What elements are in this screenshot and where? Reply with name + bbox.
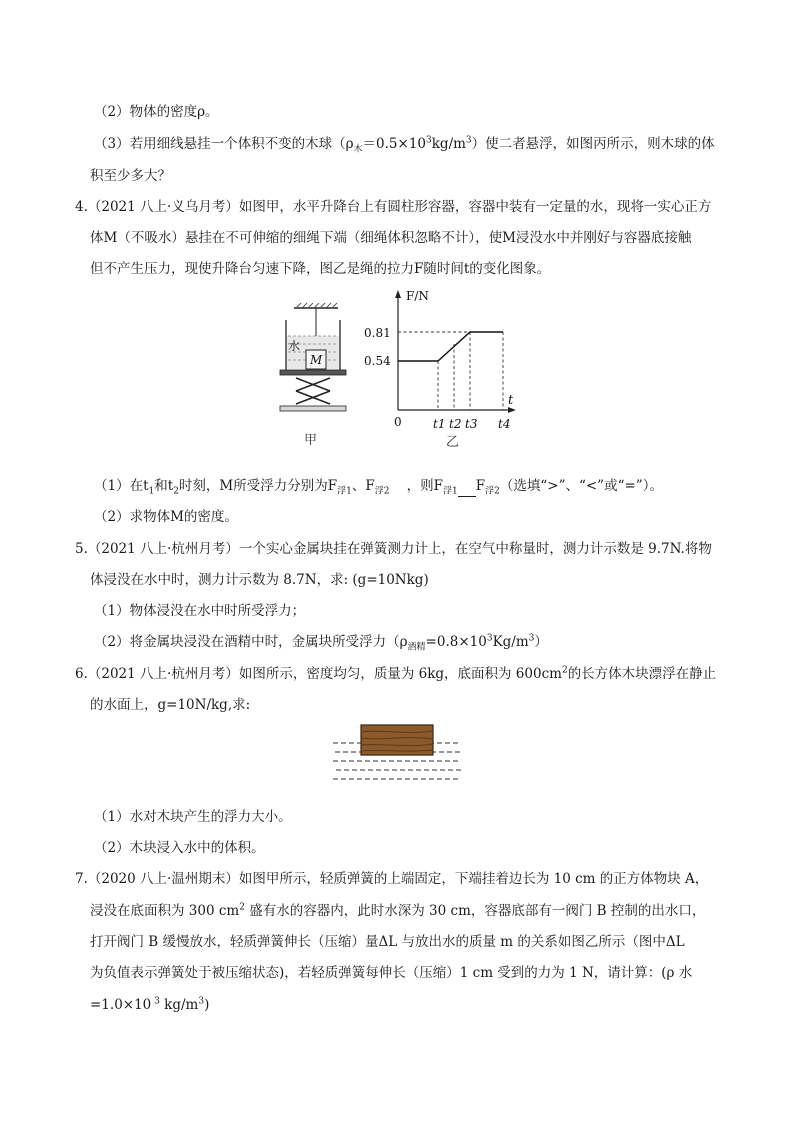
caption-jia: 甲	[304, 433, 318, 448]
x-tick-t3: t3	[465, 417, 478, 431]
p6-line2: 的水面上，g=10N/kg,求:	[90, 697, 251, 713]
p4-q1: （1）在$t_1$和$t_2$时刻，M所受浮力分别为$F_{浮1}$、$F_{浮2}$ ，则$F_{浮1}$ $F_{浮2}$（选填“>”、“<”或“=”）。	[94, 478, 663, 497]
y-axis-label: F/N	[406, 289, 429, 303]
p5-q2: （2）将金属块浸没在酒精中时，金属块所受浮力$(\rho_{酒精}=0.8\times 10^3Kg/m^3)$	[94, 633, 548, 653]
x-axis-label: t	[508, 393, 514, 408]
prev-q2: （2）物体的密度ρ。	[94, 104, 219, 120]
answer-blank[interactable]	[458, 476, 476, 497]
water-label: 水	[288, 339, 301, 353]
p7-line4: 为负值表示弹簧处于被压缩状态)，若轻质弹簧每伸长（压缩）1 cm 受到的力为 1 N，请计算：(ρ 水	[90, 965, 693, 981]
p5-line1: 5.（2021 八上·杭州月考）一个实心金属块挂在弹簧测力计上，在空气中称量时，测力计示数是 9.7N.将物	[75, 541, 712, 557]
x-tick-t1: t1	[433, 417, 446, 431]
p4-q2: （2）求物体M的密度。	[94, 509, 238, 525]
p6-q2: （2）木块浸入水中的体积。	[94, 840, 265, 856]
p4-line2: 体M（不吸水）悬挂在不可伸缩的细绳下端（细绳体积忽略不计），使M浸没水中并刚好与容器底接触	[90, 230, 692, 246]
p7-line1: 7.（2020 八上·温州期末）如图甲所示，轻质弹簧的上端固定，下端挂着边长为 10 cm 的正方体物块 A，	[75, 871, 709, 887]
p4-line3: 但不产生压力，现使升降台匀速下降，图乙是绳的拉力F随时间t的变化图象。	[90, 261, 551, 277]
origin-label: 0	[394, 415, 402, 429]
p7-line5: =1.0×10 $^3$ $kg/m^3$)	[90, 996, 210, 1013]
p6-line1: 6.（2021 八上·杭州月考）如图所示，密度均匀，质量为 6kg，底面积为 $600cm^2$的长方体木块漂浮在静止	[75, 665, 717, 682]
figure-floating-block	[333, 723, 461, 785]
p7-line2: 浸没在底面积为 300 $cm^2$ 盛有水的容器内，此时水深为 30 cm，容器底部有一阀门 B 控制的出水口，	[90, 902, 706, 919]
p4-line1: 4.（2021 八上·义乌月考）如图甲，水平升降台上有圆柱形容器，容器中装有一定量的水，现将一实心正方	[75, 199, 712, 215]
prev-q3: （3）若用细线悬挂一个体积不变的木球$(\rho_木=0.5\times 10^3kg/m^3)$使二者悬浮，如图丙所示，则木球的体	[94, 135, 715, 155]
x-tick-t4: t4	[498, 417, 511, 431]
x-tick-t2: t2	[449, 417, 462, 431]
prev-q3-line2: 积至少多大？	[90, 168, 171, 184]
figure-yi-graph	[360, 286, 530, 452]
y-tick-0-54: 0.54	[364, 354, 391, 368]
p7-line3: 打开阀门 B 缓慢放水，轻质弹簧伸长（压缩）量ΔL 与放出水的质量 m 的关系如图乙所示（图中ΔL	[90, 934, 685, 950]
p6-q1: （1）水对木块产生的浮力大小。	[94, 809, 292, 825]
p5-q1: （1）物体浸没在水中时所受浮力；	[94, 603, 306, 619]
m-label: M	[310, 353, 323, 367]
y-tick-0-81: 0.81	[364, 326, 391, 340]
caption-yi: 乙	[446, 435, 460, 450]
figure-jia	[272, 294, 352, 454]
p5-line2: 体浸没在水中时，测力计示数为 8.7N，求: (g=10Nkg)	[90, 572, 429, 588]
